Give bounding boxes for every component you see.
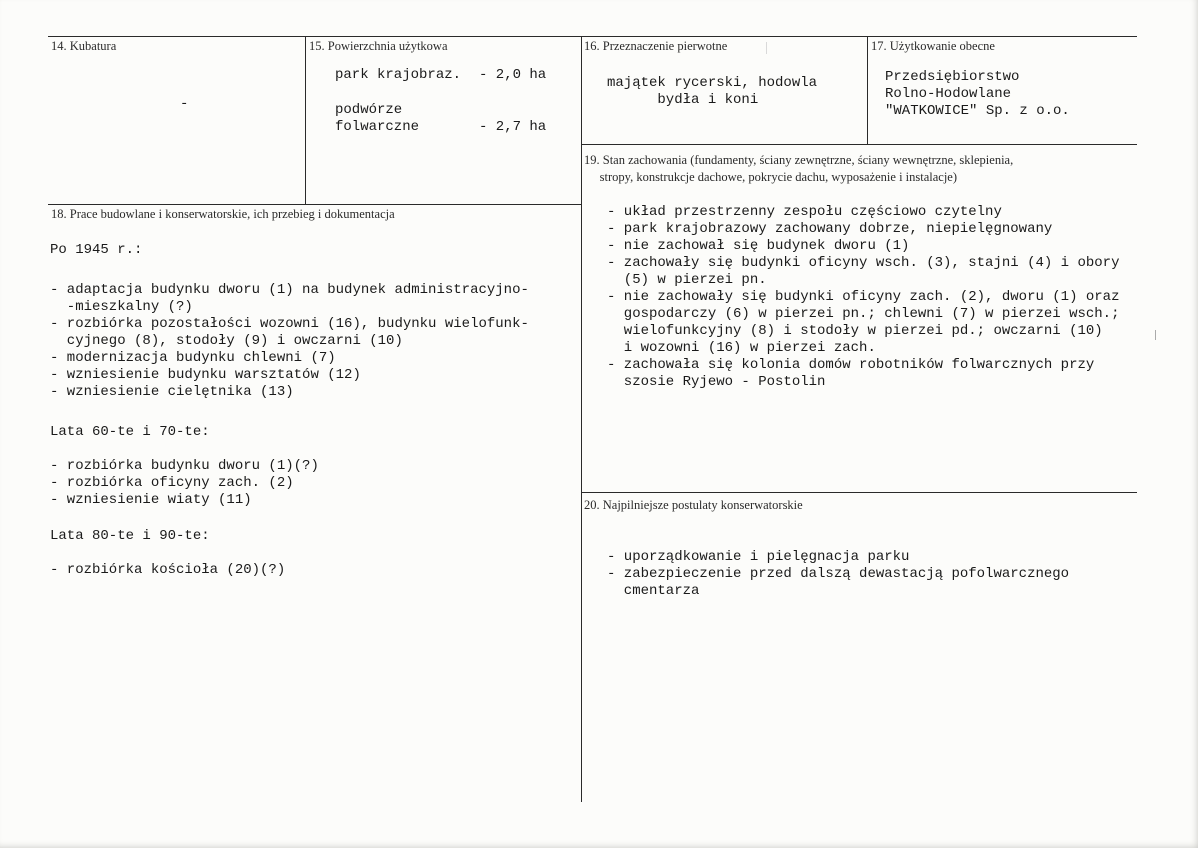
area-row-courtyard-name: podwórze folwarczne xyxy=(335,102,420,135)
field-16-label: 16. Przeznaczenie pierwotne xyxy=(584,39,728,53)
divider-main xyxy=(581,36,582,802)
field-15-label: 15. Powierzchnia użytkowa xyxy=(309,39,448,53)
area-row-park-value: - 2,0 ha xyxy=(479,67,547,83)
section-items: - rozbiórka budynku dworu (1)(?) - rozbiórka oficyny zach. (2) - wzniesienie wiaty (11) xyxy=(50,458,319,508)
field-20-label: 20. Najpilniejsze postulaty konserwatorskie xyxy=(584,498,803,512)
field-17-label: 17. Użytkowanie obecne xyxy=(871,39,995,53)
divider-16-17 xyxy=(867,36,868,144)
field-19-label: 19. Stan zachowania (fundamenty, ściany zewnętrzne, ściany wewnętrzne, sklepienia, stropy, konstrukcje dachowe, pokrycie dachu, wyposażenie i instalacje) xyxy=(584,153,1014,184)
field-16-value: majątek rycerski, hodowla bydła i koni xyxy=(607,75,818,108)
top-border xyxy=(48,36,1137,37)
field-14-value: - xyxy=(180,96,189,112)
area-row-courtyard-value: - 2,7 ha xyxy=(479,119,547,135)
field-19-items: - układ przestrzenny zespołu częściowo czytelny - park krajobrazowy zachowany dobrze, niepielęgnowany - nie zachował się budynek dworu (1) - zachowały się budynki oficyny wsch. (3), stajni (4) i obory (5) w pierzei pn. - nie zachowały się budynki oficyny zach. (2), dworu (1) oraz gospodarczy (6) w pierzei pn.; chlewni (7) w pierzei wsch.; wielofunkcyjny (8) i stodoły w pierzei pd.; owczarni (10) i wozowni (16) w pierzei zach. - zachowała się kolonia domów robotników folwarcznych przy szosie Ryjewo - Postolin xyxy=(607,204,1120,390)
section-heading: Lata 80-te i 90-te: xyxy=(50,528,210,544)
field-20-items: - uporządkowanie i pielęgnacja parku - zabezpieczenie przed dalszą dewastacją pofolwarcznego cmentarza xyxy=(607,549,1070,599)
divider-14-15 xyxy=(305,36,306,204)
section-heading: Po 1945 r.: xyxy=(50,242,143,258)
field-14-label: 14. Kubatura xyxy=(51,39,117,53)
divider-16-19 xyxy=(581,144,1137,145)
section-items: - rozbiórka kościoła (20)(?) xyxy=(50,562,286,578)
scan-mark xyxy=(1155,330,1156,340)
field-18-label: 18. Prace budowlane i konserwatorskie, ich przebieg i dokumentacja xyxy=(51,207,395,221)
section-items: - adaptacja budynku dworu (1) na budynek administracyjno- -mieszkalny (?) - rozbiórka pozostałości wozowni (16), budynku wielofunk- cyjnego (8), stodoły (9) i owczarni (10) - modernizacja budynku chlewni (7) - wzniesienie budynku warsztatów (12) - wzniesienie cielętnika (13) xyxy=(50,282,529,400)
section-heading: Lata 60-te i 70-te: xyxy=(50,424,210,440)
field-17-value: Przedsiębiorstwo Rolno-Hodowlane "WATKOWICE" Sp. z o.o. xyxy=(885,69,1070,119)
divider-15-18 xyxy=(48,204,581,205)
divider-19-20 xyxy=(581,492,1137,493)
area-row-park-name: park krajobraz. xyxy=(335,67,462,83)
scan-mark xyxy=(766,42,767,54)
